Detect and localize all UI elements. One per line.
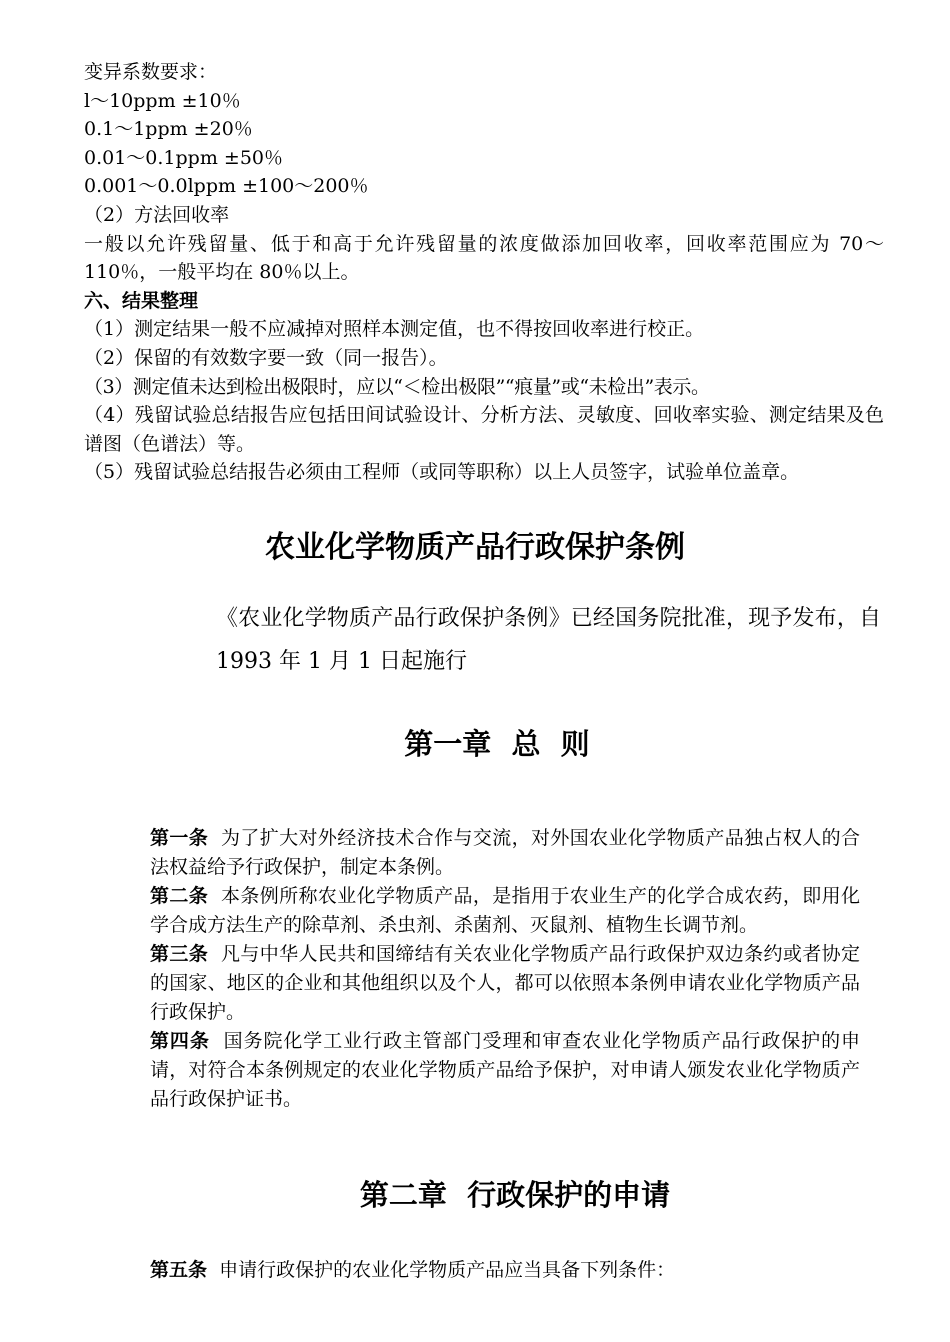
- chapter-1-articles: [150, 824, 860, 1114]
- article-3-label: 第三条: [150, 943, 209, 965]
- article-3-text: 凡与中华人民共和国缔结有关农业化学物质产品行政保护双边条约或者协定的国家、地区的企业和其他组织以及个人，都可以依照本条例申请农业化学物质产品行政保护。: [150, 943, 860, 1023]
- article-5-label: 第五条: [150, 1259, 208, 1281]
- results-item-4: （4）残留试验总结报告应包括田间试验设计、分析方法、灵敏度、回收率实验、测定结果及色谱图（色谱法）等。: [84, 404, 884, 455]
- article-4-text: 国务院化学工业行政主管部门受理和审查农业化学物质产品行政保护的申请，对符合本条例规定的农业化学物质产品给予保护，对申请人颁发农业化学物质产品行政保护证书。: [150, 1030, 860, 1110]
- article-1: [150, 824, 860, 882]
- cv-line-2: 0.1～1ppm ±20％: [84, 118, 253, 141]
- cv-line-4: 0.001～0.0lppm ±100～200％: [84, 175, 369, 198]
- results-item-2: （2）保留的有效数字要一致（同一报告）。: [84, 346, 448, 369]
- article-5-text: 申请行政保护的农业化学物质产品应当具备下列条件：: [207, 1259, 676, 1281]
- article-4: [150, 1027, 860, 1114]
- results-item-1: （1）测定结果一般不应减掉对照样本测定值，也不得按回收率进行校正。: [84, 318, 705, 341]
- results-item-5: （5）残留试验总结报告必须由工程师（或同等职称）以上人员签字，试验单位盖章。: [84, 461, 800, 484]
- article-3: [150, 940, 860, 1027]
- article-2-label: 第二条: [150, 885, 209, 907]
- article-5: [150, 1256, 860, 1285]
- recovery-paragraph: 一般以允许残留量、低于和高于允许残留量的浓度做添加回收率，回收率范围应为 70～110％，一般平均在 80％以上。: [84, 232, 884, 284]
- article-2-text: 本条例所称农业化学物质产品，是指用于农业生产的化学合成农药，即用化学合成方法生产的除草剂、杀虫剂、杀菌剂、灭鼠剂、植物生长调节剂。: [150, 885, 860, 936]
- article-1-label: 第一条: [150, 827, 209, 849]
- article-2: [150, 882, 860, 940]
- cv-line-1: l～10ppm ±10％: [84, 89, 241, 112]
- recovery-subheading: （2）方法回收率: [84, 203, 230, 226]
- article-4-label: 第四条: [150, 1030, 210, 1052]
- regulation-title: 农业化学物质产品行政保护条例: [265, 530, 685, 565]
- chapter-1-title: 第一章 总 则: [404, 727, 590, 761]
- cv-requirements-heading: 变异系数要求：: [84, 61, 218, 83]
- results-heading: 六、结果整理: [84, 289, 199, 312]
- results-item-3: （3）测定值未达到检出极限时，应以“＜检出极限”“痕量”或“未检出”表示。: [84, 375, 710, 398]
- article-1-text: 为了扩大对外经济技术合作与交流，对外国农业化学物质产品独占权人的合法权益给予行政保护，制定本条例。: [150, 827, 860, 878]
- residue-requirements-section: [84, 58, 884, 487]
- chapter-2-title: 第二章 行政保护的申请: [359, 1178, 671, 1212]
- regulation-intro: 《农业化学物质产品行政保护条例》已经国务院批准，现予发布，自 1993 年 1 月 1 日起施行: [216, 606, 881, 674]
- cv-line-3: 0.01～0.1ppm ±50％: [84, 146, 283, 169]
